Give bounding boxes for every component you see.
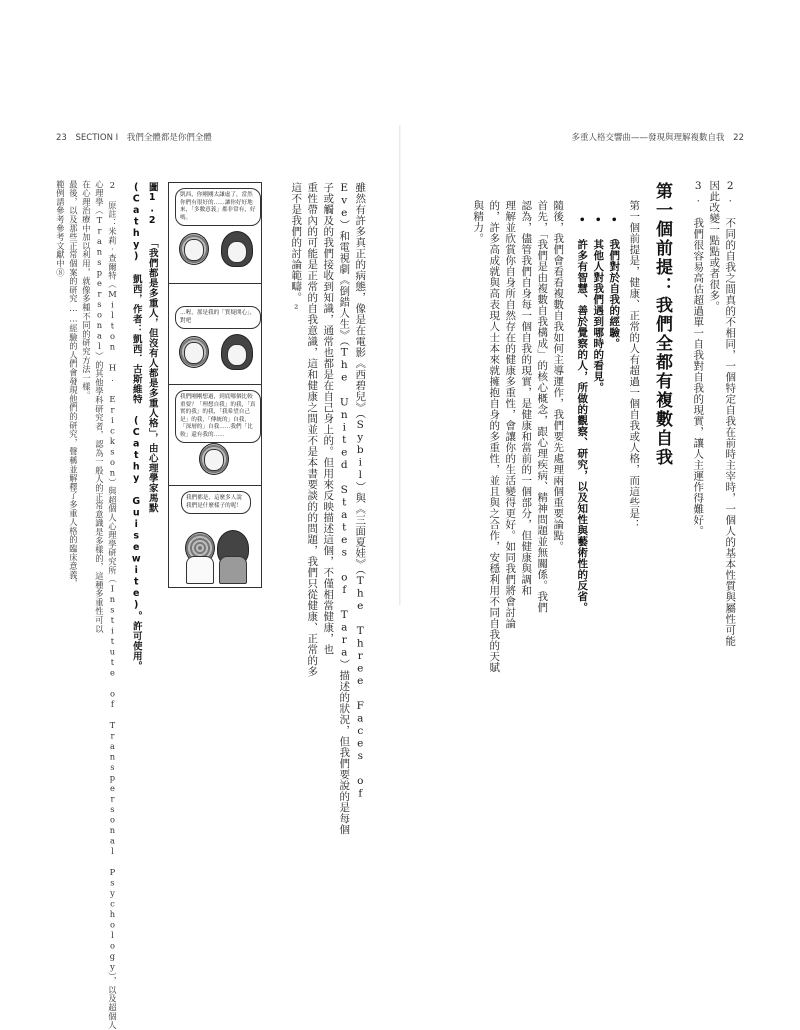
cartoon-body-icon	[186, 556, 214, 584]
footnote-line: 心理學（Transpersonal）的其他學科研究者，認為一般人的正常意識是多樣的，這種多重性可以	[94, 180, 105, 634]
left-running-header	[56, 131, 212, 143]
paragraph-line: 這不是我們的討論範疇。²	[290, 182, 303, 316]
paragraph-line: 與精力。	[472, 200, 485, 244]
paragraph-line: 子或觸及的我們接收到知識，通常也都是在自己身上的。但用來反映描述這個，不僅相當健康，也	[322, 182, 335, 655]
book-gutter	[399, 125, 401, 605]
cartoon-face-icon	[227, 344, 247, 366]
speech-bubble: 我們剛剛想過，到底哪個比較重要？「理想自我」的我，「真實的我」的我，「我希望自己是」的我，「傳統的」自我，「深層的」自我……我們「比較」還有我的……	[175, 390, 261, 443]
comic-panel-3	[169, 385, 261, 486]
left-page-number: 23	[56, 133, 67, 143]
cartoon-face-icon	[227, 241, 247, 263]
paragraph-line: 第一個前提是，健康、正常的人有超過一個自我或人格，而這些是：	[628, 200, 641, 530]
footnote-line: 範例請參考參考文獻中⑧	[55, 180, 66, 277]
paragraph-line: 的，許多高成就與高表現人士本來就擁抱自身的多重性，並且與之合作，安穩利用不同自我的天賦	[488, 200, 501, 673]
footnote-line: 最後，以及那些正常個案的研究……經驗的人們會發現他們的研究，聲稱並解釋了多重人格的臨床意義，	[68, 180, 79, 589]
cathy-comic-strip	[168, 182, 262, 588]
comic-panel-4	[169, 486, 261, 586]
list-item-2-continued: 因此改變一點點或者很多。	[708, 180, 721, 312]
bullet-item: • 許多有智慧、善於覺察的人，所做的觀察、研究，以及知性與藝術性的反省。	[576, 214, 589, 613]
right-page-number: 22	[733, 133, 744, 143]
footnote-line: 在心理治療中加以利用，就像多種不同的研究方法一樣。	[81, 180, 92, 400]
comic-panel-2	[169, 284, 261, 385]
right-running-header	[571, 131, 744, 143]
cartoon-face-icon	[204, 449, 224, 471]
paragraph-line: 重性帶內的可能是正常的自我意識，這和健康之間並不是本書要談的的問題，我們只從健康、正常的多	[306, 182, 319, 677]
figure-caption: (Cathy) 凱西，作者：凱西．古斯維特 (Cathy Guisewite)。許可使用。	[130, 182, 142, 671]
figure-caption: 圖1.2 「我們都是多重人，但沒有人都是多重人格」，由心理學家馬默	[146, 182, 158, 514]
left-section-title: 我們全體都是你們全體	[126, 133, 212, 143]
comic-panel-1	[169, 183, 261, 284]
bullet-item: • 我們對於自我的經驗。	[608, 214, 621, 349]
list-item-2: 2. 不同的自我之間真的不相同，一個特定自我在前時主宰時，一個人的基本性質與屬性可能	[724, 180, 737, 647]
list-item-3: 3. 我們很容易高估超過單一自我對自我的現實，讓人主運作得難好。	[692, 180, 705, 537]
cartoon-face-icon	[184, 239, 204, 261]
footnote-line: 2 原註：米莉‧查爾特（Milton H. Erickson）與超個人心理學研究所（Institute of Transpersonal Psychology），以及超個人	[107, 180, 118, 1030]
paragraph-line: 首先，「我們是由複數自我構成」的核心概念，跟心理疾病、精神問題並無關係。我們	[536, 200, 549, 613]
left-section-label: SECTION I	[75, 133, 119, 143]
paragraph-line: 認為，儘管我們自身每一個自我的現實，是健康和當前的一個部分，但健康與調和	[520, 200, 533, 596]
speech-bubble: 我們都是，這麼多人說我們是什麼樣子的呢！	[181, 491, 251, 514]
cartoon-body-icon	[219, 556, 247, 584]
cartoon-face-icon	[184, 342, 204, 364]
bullet-item: • 其他人對我們遇到哪時的看見。	[592, 214, 605, 393]
section-heading: 第一個前提：我們全都有複數自我	[652, 182, 672, 467]
right-chapter-title: 多重人格交響曲——發現與理解複數自我	[571, 133, 725, 143]
paragraph-line: 雖然有許多真正的病態，像是在電影《西碧兒》（Sybil）與《三面夏娃》（The Three Faces of	[354, 182, 367, 800]
paragraph-line: Eve）和電視劇《倒錯人生》（The United States of Tara）描述的狀況，但我們要說的是每個	[338, 182, 351, 835]
speech-bubble: 凱西，你剛剛太謙虛了，當然你們有很好的……讓你好好地來，「多數意義」都非常有，好嗎。	[175, 188, 261, 226]
speech-bubble: …喔，那是我的「質疑開心」，對吧	[175, 306, 261, 329]
paragraph-line: 隨後，我們會看看複數自我如何主導運作，我們要先處理兩個重要論點。	[552, 200, 565, 552]
paragraph-line: 理解並欣賞你自身所自然存在的健康多重性，會讓你的生活變得更好。如同我們將會討論	[504, 200, 517, 629]
